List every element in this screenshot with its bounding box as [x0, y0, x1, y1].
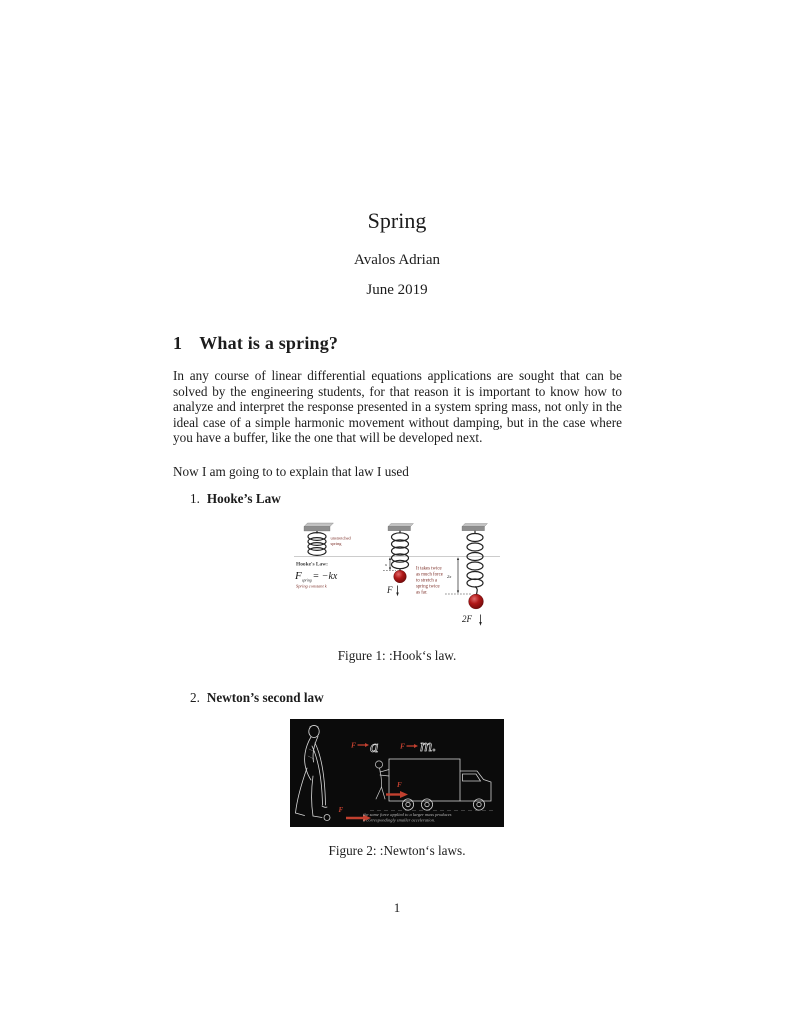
larger-mass-ball	[469, 594, 484, 609]
formula-f: F	[295, 570, 302, 582]
force-f-arrow	[396, 586, 399, 597]
page-title: Spring	[367, 208, 427, 233]
list-item-hookes-law	[190, 491, 281, 507]
ceiling-mount-left	[304, 523, 334, 531]
formula-rhs: = −kx	[312, 571, 338, 582]
date: June 2019	[366, 282, 428, 298]
doubly-stretched-spring	[467, 531, 483, 595]
svg-text:as far.: as far.	[416, 590, 428, 596]
section-heading	[173, 333, 338, 354]
push-force-label: F	[338, 806, 344, 814]
hookes-law-diagram	[292, 520, 503, 628]
mass-letter: m.	[420, 736, 437, 755]
svg-text:spring twice: spring twice	[416, 584, 440, 590]
svg-text:It takes twice: It takes twice	[416, 566, 442, 572]
hookes-law-label: Hooke's Law:	[296, 561, 328, 568]
list-item-label: Newton’s second law	[206, 690, 324, 705]
spring-constant-label: Spring constant k	[296, 583, 327, 589]
ceiling-mount-right	[462, 524, 488, 531]
force-2f-label: 2F	[462, 614, 472, 624]
newtons-law-sketch	[290, 719, 504, 827]
ceiling-mount-middle	[388, 524, 414, 531]
x-label: x	[385, 562, 387, 567]
section-title: What is a spring?	[199, 333, 339, 353]
figure1-caption: Figure 1: :Hook‘s law.	[337, 648, 457, 663]
list-item-label: Hooke’s Law	[206, 491, 281, 506]
unstretched-spring-label-line2: spring	[330, 541, 342, 546]
stretched-spring	[392, 531, 409, 571]
fa-force-label: F	[351, 740, 357, 750]
body-paragraph-1: In any course of linear differential equations applications are sought that can be solved by the engineering students, for that reason it is important to know how to analyze and interpret the response presented in a system spring mass, not only in the ideal case of a simple harmonic movement without damping, but in the case where you have a buffer, like the one that will be developed next.	[173, 368, 622, 446]
svg-text:as much force: as much force	[416, 572, 443, 578]
svg-text:the same force applied to a la: the same force applied to a larger mass produces	[363, 812, 452, 817]
force-f-label: F	[387, 585, 393, 595]
figure2-background	[290, 719, 504, 827]
figure1-image	[292, 520, 503, 628]
formula-subscript: spring	[302, 578, 312, 583]
figure2-caption: Figure 2: :Newton‘s laws.	[328, 843, 466, 858]
unstretched-spring	[308, 531, 326, 555]
truck-force-label: F	[397, 781, 402, 789]
force-2f-arrow	[479, 615, 482, 626]
section-number: 1	[173, 333, 183, 353]
svg-text:a correspondingly smaller acce: a correspondingly smaller acceleration.	[363, 817, 436, 823]
twice-force-note	[416, 567, 443, 596]
svg-text:to stretch a: to stretch a	[416, 578, 438, 584]
list-item-number: 1.	[190, 491, 200, 506]
author-name: Avalos Adrian	[354, 252, 440, 268]
acceleration-letter: a	[370, 737, 379, 756]
body-paragraph-2: Now I am going to to explain that law I used	[173, 464, 409, 479]
page-number: 1	[393, 900, 401, 915]
two-x-label: 2x	[447, 574, 452, 579]
list-item-number: 2.	[190, 690, 200, 705]
list-item-newtons-law	[190, 690, 324, 706]
mass-ball	[394, 570, 407, 583]
figure2-image	[290, 719, 504, 827]
fm-force-label: F	[400, 741, 406, 751]
unstretched-spring-label-line1: unstretched	[330, 535, 351, 541]
